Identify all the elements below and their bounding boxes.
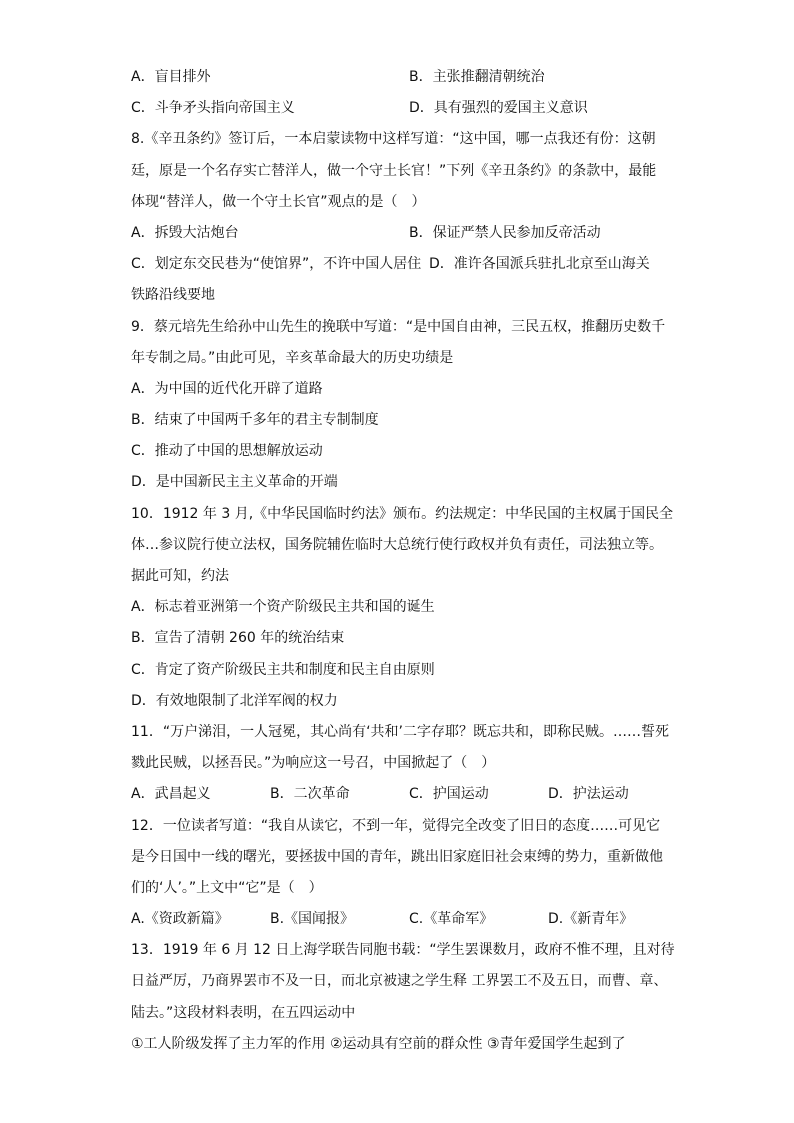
q10-option-c[interactable]: C．肯定了资产阶级民主共和制度和民主自由原则: [131, 661, 435, 678]
q13-stem-line-3: 陆去。”这段材料表明，在五四运动中: [131, 1004, 356, 1021]
q8-stem-line-1: 8.《辛丑条约》签订后，一本启蒙读物中这样写道：“这中国，哪一点我还有份：这朝: [131, 131, 656, 148]
q8-stem-line-2: 廷，原是一个名存实亡替洋人，做一个守土长官！”下列《辛丑条约》的条款中，最能: [131, 162, 657, 179]
q11-stem-line-2: 戮此民贼，以拯吾民。”为响应这一号召，中国掀起了（ ）: [131, 755, 496, 772]
q8-option-d[interactable]: D．准许各国派兵驻扎北京至山海关: [429, 256, 650, 273]
q12-option-a[interactable]: A.《资政新篇》: [131, 911, 229, 928]
q7-options-row-2: [131, 93, 671, 124]
q12-option-b[interactable]: B.《国闻报》: [270, 911, 355, 928]
q8-options-row-1: [131, 218, 671, 249]
q11-options-row: [131, 779, 671, 810]
q8-options-row-2: [131, 249, 671, 280]
q12-option-c[interactable]: C.《革命军》: [409, 911, 494, 928]
q9-option-b[interactable]: B．结束了中国两千多年的君主专制制度: [131, 412, 379, 429]
q9-option-a[interactable]: A．为中国的近代化开辟了道路: [131, 380, 323, 397]
q10-option-d[interactable]: D．有效地限制了北洋军阀的权力: [131, 692, 338, 709]
q11-option-d[interactable]: D．护法运动: [548, 786, 629, 803]
question-content: [131, 62, 675, 1060]
q10-stem-line-2: 体…参议院行使立法权，国务院辅佐临时大总统行使行政权并负有责任，司法独立等。: [131, 536, 663, 553]
q13-stem-line-2: 日益严厉，乃商界罢市不及一日，而北京被逮之学生释 工界罢工不及五日，而曹、章、: [131, 973, 668, 990]
q12-option-d[interactable]: D.《新青年》: [548, 911, 634, 928]
q9-stem-line-1: 9．蔡元培先生给孙中山先生的挽联中写道：“是中国自由神，三民五权，推翻历史数千: [131, 318, 666, 335]
q12-stem-line-2: 是今日国中一线的曙光，要拯拔中国的青年，跳出旧家庭旧社会束缚的势力，重新做他: [131, 848, 663, 865]
q12-options-row: [131, 904, 671, 935]
q12-stem-line-1: 12．一位读者写道：“我自从读它，不到一年，觉得完全改变了旧日的态度……可见它: [131, 817, 661, 834]
q10-stem-line-1: 10．1912 年 3 月,《中华民国临时约法》颁布。约法规定：中华民国的主权属于国民全: [131, 505, 674, 522]
q7-option-c[interactable]: C．斗争矛头指向帝国主义: [131, 100, 295, 117]
q11-option-c[interactable]: C．护国运动: [409, 786, 489, 803]
q8-option-c[interactable]: C．划定东交民巷为“使馆界”，不许中国人居住: [131, 256, 422, 273]
q10-stem-line-3: 据此可知，约法: [131, 568, 229, 584]
q13-stem-line-1: 13．1919 年 6 月 12 日上海学联告同胞书载：“学生罢课数月，政府不惟不理，且对待: [131, 942, 675, 959]
q10-option-a[interactable]: A．标志着亚洲第一个资产阶级民主共和国的诞生: [131, 599, 435, 616]
q8-option-b[interactable]: B．保证严禁人民参加反帝活动: [409, 224, 601, 241]
q7-options-row-1: [131, 62, 671, 93]
q10-option-b[interactable]: B．宣告了清朝 260 年的统治结束: [131, 630, 345, 647]
q8-option-d-continued: 铁路沿线要地: [131, 287, 215, 304]
q9-option-d[interactable]: D．是中国新民主主义革命的开端: [131, 474, 338, 491]
q12-stem-line-3: 们的‘人’。”上文中“它”是（ ）: [131, 879, 323, 896]
q11-option-a[interactable]: A．武昌起义: [131, 786, 211, 803]
q11-stem-line-1: 11．“万户涕泪，一人冠冕，其心尚有‘共和’二字存耶？既忘共和，即称民贼。……誓死: [131, 723, 669, 740]
q8-stem-line-3: 体现“替洋人，做一个守土长官”观点的是（ ）: [131, 193, 426, 210]
q7-option-a[interactable]: A．盲目排外: [131, 69, 211, 85]
q11-option-b[interactable]: B．二次革命: [270, 786, 350, 803]
q7-option-d[interactable]: D．具有强烈的爱国主义意识: [409, 100, 588, 117]
q9-option-c[interactable]: C．推动了中国的思想解放运动: [131, 443, 323, 460]
q7-option-b[interactable]: B．主张推翻清朝统治: [409, 69, 545, 85]
q9-stem-line-2: 年专制之局。”由此可见，辛亥革命最大的历史功绩是: [131, 349, 454, 366]
q13-statements-line: ①工人阶级发挥了主力军的作用 ②运动具有空前的群众性 ③青年爱国学生起到了: [131, 1035, 626, 1052]
q8-option-a[interactable]: A．拆毁大沽炮台: [131, 224, 239, 241]
